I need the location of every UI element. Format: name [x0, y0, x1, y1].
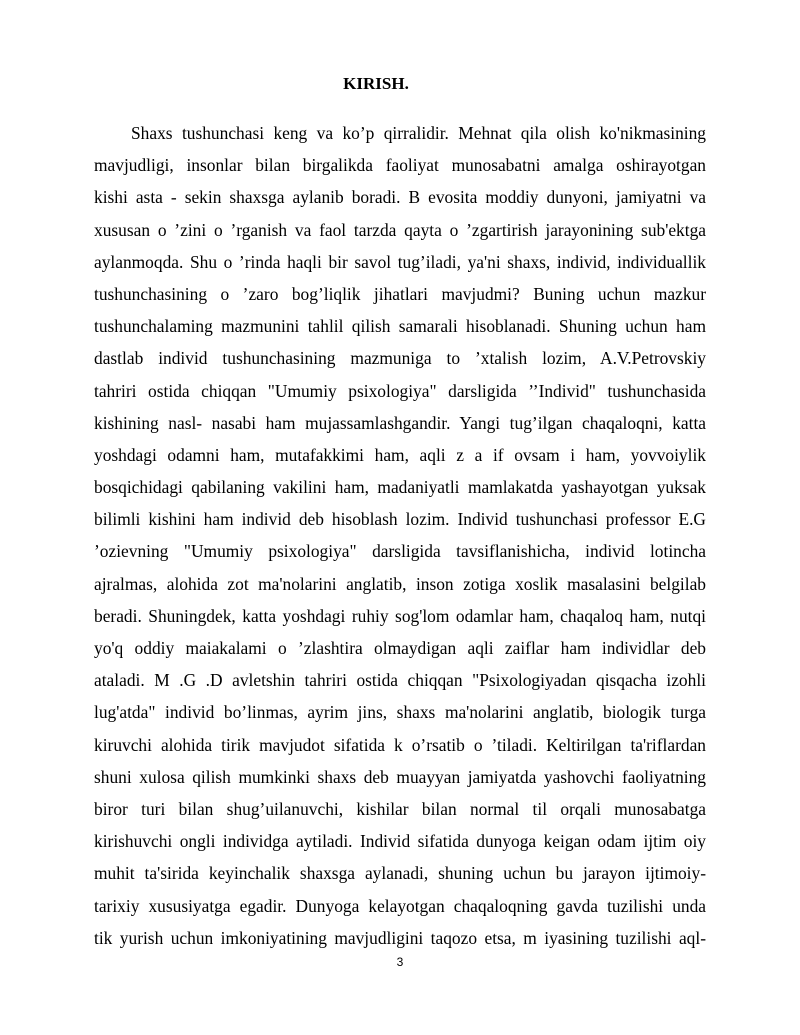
section-title: KIRISH.	[343, 74, 409, 93]
text-line: beradi. Shuningdek, katta yoshdagi ruhiy sog'lom odamlar ham, chaqaloq ham, nutqi	[94, 605, 706, 626]
text-line: shuni xulosa qilish mumkinki shaxs deb muayyan jamiyatda yashovchi faoliyatning	[94, 766, 706, 787]
text-line: yo'q oddiy maiakalami o ’zlashtira olmaydigan aqli zaiflar ham individlar deb	[94, 638, 706, 658]
text-line: xususan o ’zini o ’rganish va faol tarzda qayta o ’zgartirish jarayonining sub'ektga	[94, 219, 706, 240]
page-number: 3	[396, 955, 404, 969]
text-line: lug'atda" individ bo’linmas, ayrim jins, shaxs ma'nolarini anglatib, biologik turga	[94, 702, 706, 723]
text-line: dastlab individ tushunchasining mazmuniga to ’xtalish lozim, A.V.Petrovskiy	[94, 348, 706, 369]
text-line: ataladi. M .G .D avletshin tahriri ostida chiqqan "Psixologiyadan qisqacha izohli	[94, 670, 706, 691]
text-line: ’ozievning "Umumiy psixologiya" darsligida tavsiflanishicha, individ lotincha	[94, 541, 706, 562]
text-line: tarixiy xususiyatga egadir. Dunyoga kelayotgan chaqaloqning gavda tuzilishi unda	[94, 895, 706, 916]
text-line: Shaxs tushunchasi keng va ko’p qirralidir. Mehnat qila olish ko'nikmasining	[131, 123, 706, 143]
text-line: tushunchalaming mazmunini tahlil qilish samarali hisoblanadi. Shuning uchun ham	[94, 316, 706, 337]
text-line: kiruvchi alohida tirik mavjudot sifatida k o’rsatib o ’tiladi. Keltirilgan ta'riflardan	[94, 734, 706, 755]
body-paragraph	[94, 117, 706, 954]
text-line: kishining nasl- nasabi ham mujassamlashgandir. Yangi tug’ilgan chaqaloqni, katta	[94, 412, 706, 433]
text-line: yoshdagi odamni ham, mutafakkimi ham, aqli z a if ovsam i ham, yovvoiylik	[94, 444, 706, 465]
text-line: ajralmas, alohida zot ma'nolarini anglatib, inson zotiga xoslik masalasini belgilab	[94, 573, 706, 594]
text-line: kishi asta - sekin shaxsga aylanib boradi. B evosita moddiy dunyoni, jamiyatni va	[94, 187, 706, 208]
text-line: tahriri ostida chiqqan "Umumiy psixologiya" darsligida ’’Individ" tushunchasida	[94, 380, 706, 401]
text-line: tushunchasining o ’zaro bog’liqlik jihatlari mavjudmi? Buning uchun mazkur	[94, 283, 706, 304]
text-line: kirishuvchi ongli individga aytiladi. Individ sifatida dunyoga keigan odam ijtim oiy	[94, 831, 706, 852]
text-line: mavjudligi, insonlar bilan birgalikda faoliyat munosabatni amalga oshirayotgan	[94, 155, 706, 176]
text-line: tik yurish uchun imkoniyatining mavjudligini taqozo etsa, m iyasining tuzilishi aql-	[94, 927, 706, 948]
text-line: bosqichidagi qabilaning vakilini ham, madaniyatli mamlakatda yashayotgan yuksak	[94, 477, 706, 498]
text-line: biror turi bilan shug’uilanuvchi, kishilar bilan normal til orqali munosabatga	[94, 798, 706, 819]
text-line: aylanmoqda. Shu o ’rinda haqli bir savol tug’iladi, ya'ni shaxs, individ, individuallik	[94, 251, 706, 272]
text-line: muhit ta'sirida keyinchalik shaxsga aylanadi, shuning uchun bu jarayon ijtimoiy-	[94, 863, 706, 884]
text-line: bilimli kishini ham individ deb hisoblash lozim. Individ tushunchasi professor E.G	[94, 509, 706, 530]
